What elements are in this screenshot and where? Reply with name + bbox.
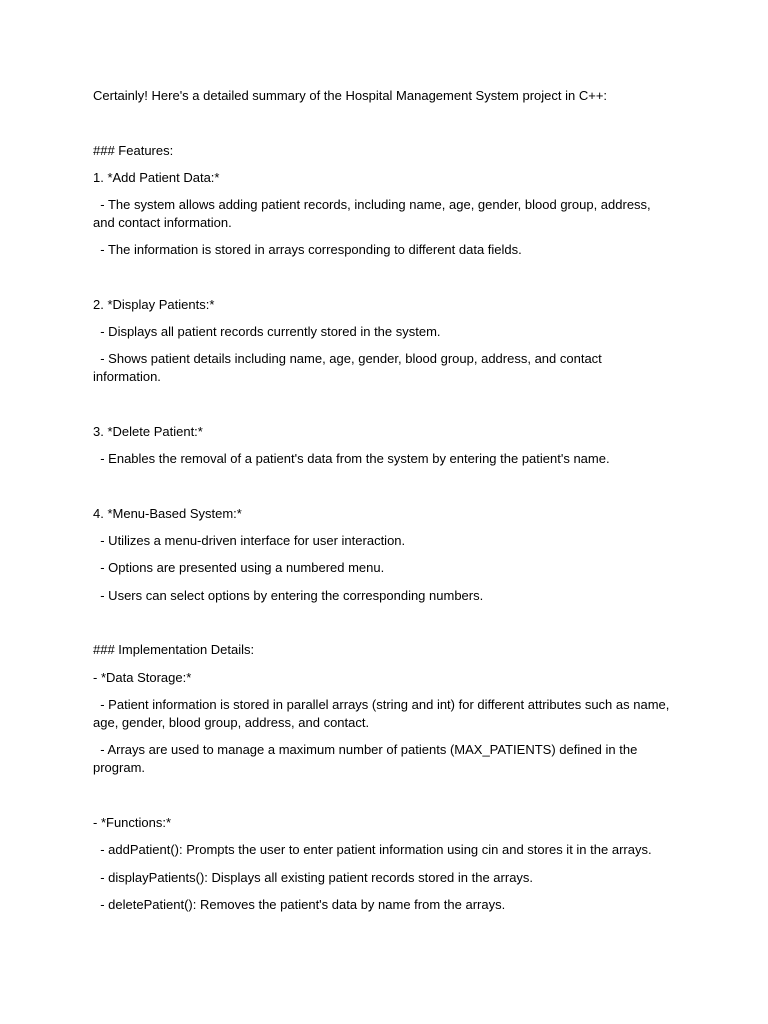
feature-1-bullet-1: - The system allows adding patient records, including name, age, gender, blood group, address, and contact information. (93, 197, 655, 230)
feature-4-title: 4. *Menu-Based System:* (93, 506, 242, 521)
data-storage-bullet-1: - Patient information is stored in parallel arrays (string and int) for different attributes such as name, age, gender, blood group, address, and contact. (93, 697, 673, 730)
feature-4-bullet-2: - Options are presented using a numbered menu. (93, 560, 385, 575)
feature-4-bullet-1: - Utilizes a menu-driven interface for user interaction. (93, 533, 406, 548)
feature-1-title: 1. *Add Patient Data:* (93, 170, 220, 185)
functions-bullet-1: - addPatient(): Prompts the user to enter patient information using cin and stores it in the arrays. (93, 842, 652, 857)
features-heading: ### Features: (93, 143, 174, 158)
functions-bullet-3: - deletePatient(): Removes the patient's data by name from the arrays. (93, 897, 506, 912)
feature-2-bullet-1: - Displays all patient records currently stored in the system. (93, 324, 441, 339)
feature-2-title: 2. *Display Patients:* (93, 297, 215, 312)
feature-1-bullet-2: - The information is stored in arrays corresponding to different data fields. (93, 242, 522, 257)
implementation-heading: ### Implementation Details: (93, 642, 255, 657)
functions-bullet-2: - displayPatients(): Displays all existing patient records stored in the arrays. (93, 870, 534, 885)
feature-3-title: 3. *Delete Patient:* (93, 424, 203, 439)
feature-3-bullet-1: - Enables the removal of a patient's data from the system by entering the patient's name. (93, 451, 610, 466)
feature-4-bullet-3: - Users can select options by entering the corresponding numbers. (93, 588, 484, 603)
data-storage-bullet-2: - Arrays are used to manage a maximum number of patients (MAX_PATIENTS) defined in the program. (93, 742, 641, 775)
data-storage-title: - *Data Storage:* (93, 670, 192, 685)
intro-paragraph: Certainly! Here's a detailed summary of the Hospital Management System project in C++: (93, 88, 608, 103)
functions-title: - *Functions:* (93, 815, 172, 830)
feature-2-bullet-2: - Shows patient details including name, age, gender, blood group, address, and contact information. (93, 351, 606, 384)
